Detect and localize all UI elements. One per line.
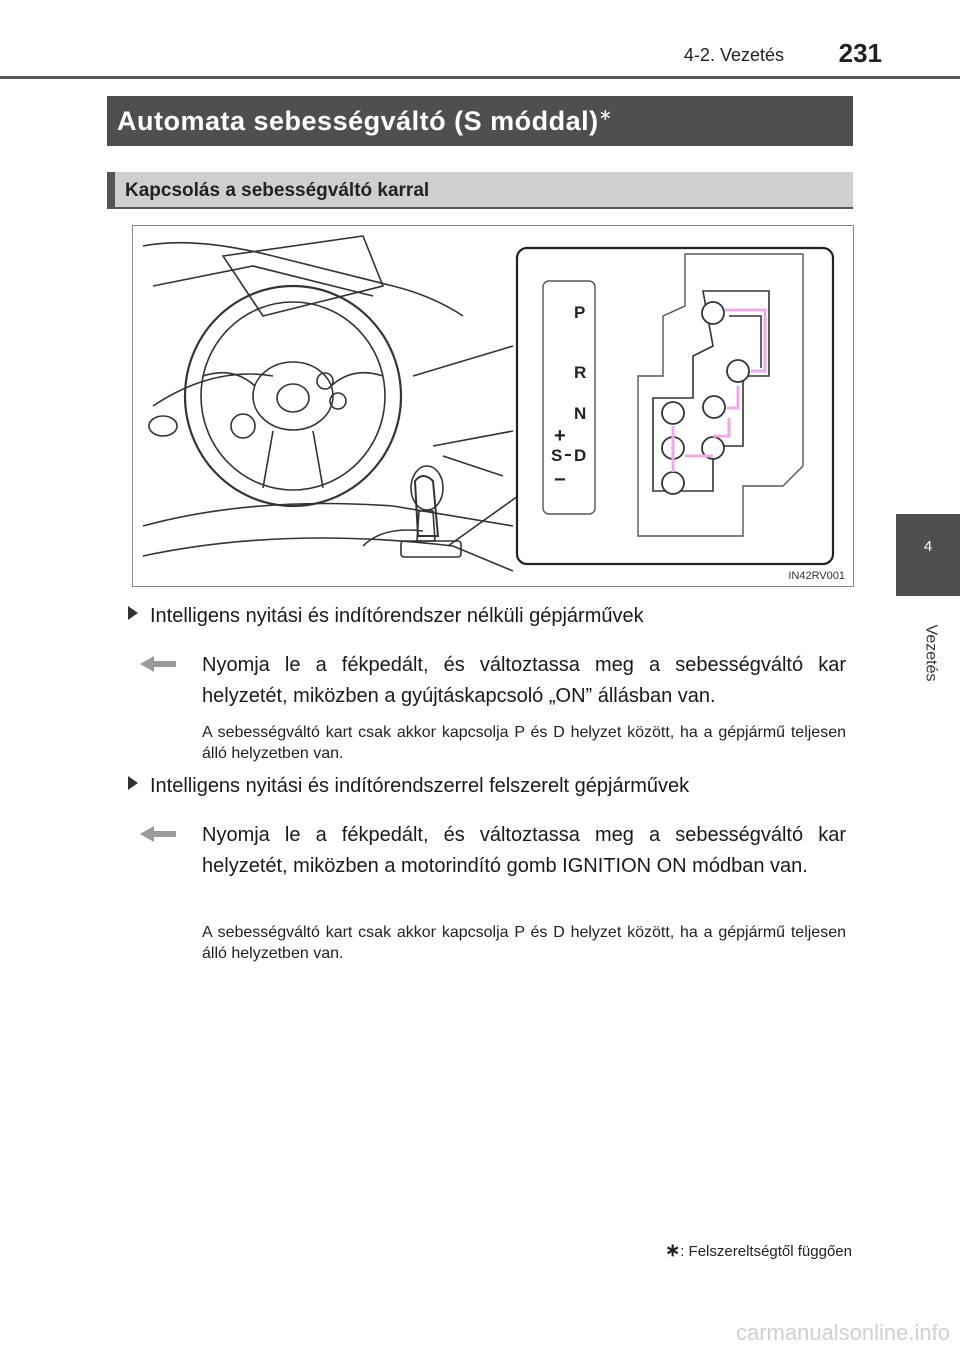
chapter-number: 4 <box>923 538 933 555</box>
page-title-bar <box>107 96 853 146</box>
footnote-text: : Felszereltségtől függően <box>680 1243 852 1260</box>
chapter-label: Vezetés <box>922 624 940 682</box>
subsection-title: Kapcsolás a sebességváltó karral <box>125 180 430 201</box>
footnote-marker: ∗ <box>598 107 613 124</box>
footnote-mark: ∗ <box>665 1240 681 1260</box>
section-title: 4-2. Vezetés <box>683 45 784 65</box>
section-heading-1 <box>128 605 644 628</box>
bullet-triangle-icon <box>128 606 138 620</box>
section-heading-2 <box>128 775 689 798</box>
note-2: A sebességváltó kart csak akkor kapcsolja P és D helyzet között, ha a gépjármű teljesen álló helyzetben van. <box>202 924 846 962</box>
instruction-arrow-icon <box>140 656 176 672</box>
bullet-triangle-icon <box>128 776 138 790</box>
dashboard-drawing <box>143 236 518 571</box>
instruction-arrow-icon <box>140 826 176 842</box>
chapter-tab[interactable] <box>896 514 960 596</box>
page-number: 231 <box>838 38 882 68</box>
figure-code: IN42RV001 <box>788 570 845 582</box>
page-header <box>0 0 960 80</box>
subsection-bar <box>107 172 853 209</box>
shift-lever-illustration <box>132 225 854 587</box>
instruction-2-text: Nyomja le a fékpedált, és változtassa meg a sebességváltó kar helyzetét, miközben a motorindító gomb IGNITION ON módban van. <box>202 824 846 877</box>
gate-minus: − <box>554 469 566 491</box>
watermark: carmanualsonline.info <box>735 1320 950 1345</box>
instruction-1-text: Nyomja le a fékpedált, és változtassa meg a sebességváltó kar helyzetét, miközben a gyújtáskapcsoló „ON” állásban van. <box>202 654 846 707</box>
gate-s: S <box>551 446 563 465</box>
gate-r: R <box>574 363 587 382</box>
header-rule <box>0 76 960 79</box>
chapter-label-area <box>896 600 960 690</box>
gate-p: P <box>574 303 586 322</box>
zoom-panel <box>517 248 833 564</box>
subsection-bar-accent <box>107 172 115 207</box>
note-1: A sebességváltó kart csak akkor kapcsolja P és D helyzet között, ha a gépjármű teljesen álló helyzetben van. <box>202 724 846 762</box>
gate-plus: + <box>554 425 566 447</box>
gate-n: N <box>574 404 587 423</box>
instruction-1 <box>140 650 846 712</box>
page-title <box>117 105 613 137</box>
section-heading-1-text: Intelligens nyitási és indítórendszer nélküli gépjárművek <box>150 605 644 627</box>
illustration-svg <box>133 226 853 586</box>
instruction-2 <box>140 820 846 882</box>
gate-d: D <box>574 446 587 465</box>
footnote <box>665 1240 852 1261</box>
page-title-text: Automata sebességváltó (S móddal) <box>117 106 599 136</box>
section-heading-2-text: Intelligens nyitási és indítórendszerrel felszerelt gépjárművek <box>150 775 690 797</box>
